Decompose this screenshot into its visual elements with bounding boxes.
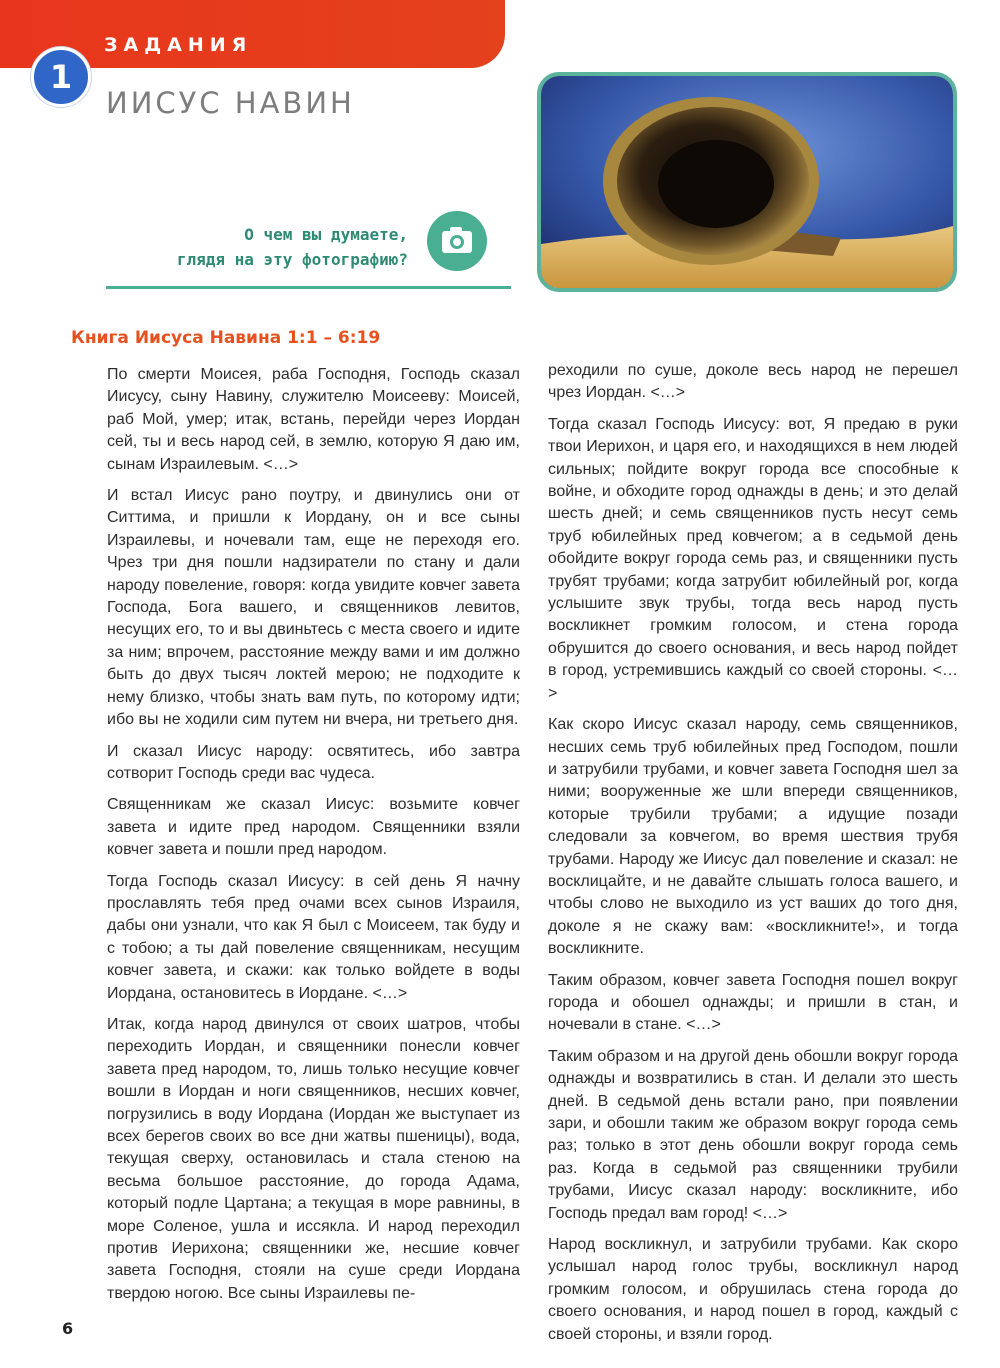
scripture-reference: Книга Иисуса Навина 1:1 – 6:19 (71, 328, 381, 348)
section-label: ЗАДАНИЯ (104, 34, 253, 56)
photo-question-line2: глядя на эту фотографию? (176, 250, 408, 269)
paragraph: Итак, когда народ двинулся от своих шатров, чтобы переходить Иордан, и священники понесли ковчег завета пред народом, то, лишь только несущие ковчег вошли в Иордан и ноги священников, несших ковчег, погрузились в воду Иордана (Иордан же выступает из всех берегов своих во все дни жатвы пшеницы), вода, текущая сверху, остановилась и стала стеною на весьма большое расстояние, до города Адама, который подле Цартана; а текущая в море равнины, в море Соленое, ушла и иссякла. И народ переходил против Иерихона; священники же, несшие ковчег завета Господня, стояли на суше среди Иордана твердою ногою. Все сыны Израилевы пе- (107, 1015, 520, 1302)
paragraph: Священникам же сказал Иисус: возьмите ковчег завета и идите пред народом. Священники взяли ковчег завета и пошли пред народом. (107, 796, 520, 859)
paragraph: Тогда сказал Господь Иисусу: вот, Я предаю в руки твои Иерихон, и царя его, и находящихся в нем людей сильных; пойдите вокруг города все способные к войне, и обходите город однажды в день; и это делай шесть дней; и семь священников пусть несут семь труб юбилейных пред ковчегом; а в седьмой день обойдите вокруг города семь раз, и священники пусть трубят трубами; когда затрубит юбилейный рог, когда услышите звук трубы, тогда весь народ пусть воскликнет громким голосом, и стена города обрушится до своего основания, и весь народ пойдет в город, устремившись каждый со своей стороны. <…> (548, 415, 958, 702)
paragraph: реходили по суше, доколе весь народ не перешел чрез Иордан. <…> (548, 362, 958, 402)
paragraph: Тогда Господь сказал Иисусу: в сей день Я начну прославлять тебя пред очами всех сынов Израиля, дабы они узнали, что как Я был с Моисеем, так буду и с тобою; а ты дай повеление священникам, несущим ковчег завета, и скажи: как только войдете в воды Иордана, остановитесь в Иордане. <…> (107, 872, 520, 1002)
photo-question (150, 222, 408, 272)
camera-icon (427, 211, 487, 271)
paragraph: Таким образом, ковчег завета Господня пошел вокруг города и обошел однажды; и пришли в стан, и ночевали в стане. <…> (548, 971, 958, 1034)
photo-question-line1: О чем вы думаете, (244, 225, 408, 244)
horn-illustration (541, 76, 953, 288)
lesson-number-badge: 1 (31, 47, 91, 107)
page-number: 6 (62, 1319, 74, 1338)
paragraph: И встал Иисус рано поутру, и двинулись они от Ситтима, и пришли к Иордану, он и все сыны Израилевы, и ночевали там, еще не переходя его. Чрез три дня пошли надзиратели по стану и дали народу повеление, говоря: когда увидите ковчег завета Господа, Бога вашего, и священников левитов, несущих его, то и вы двиньтесь с места своего и идите за ним; впрочем, расстояние между вами и им должно быть до двух тысяч локтей мерою; не подходите к нему близко, чтобы знать вам путь, по которому идти; ибо вы не ходили сим путем ни вчера, ни третьего дня. (107, 487, 520, 729)
paragraph: Таким образом и на другой день обошли вокруг города однажды и возвратились в стан. И делали это шесть дней. В седьмой день встали рано, при появлении зари, и обошли таким же образом вокруг города семь раз; только в этот день обошли вокруг города семь раз. Когда в седьмой раз священники трубили трубами, Иисус сказал народу: воскликните, ибо Господь предал вам город! <…> (548, 1047, 958, 1222)
paragraph: И сказал Иисус народу: освятитесь, ибо завтра сотворит Господь среди вас чудеса. (107, 742, 520, 782)
horn-photo (537, 72, 957, 292)
text-column-left (107, 364, 520, 1314)
text-column-right (548, 360, 958, 1355)
paragraph: По смерти Моисея, раба Господня, Господь сказал Иисусу, сыну Навину, служителю Моисееву: Моисей, раб Мой, умер; итак, встань, перейди через Иордан сей, ты и весь народ сей, в землю, которую Я даю им, сынам Израилевым. <…> (107, 366, 520, 473)
paragraph: Как скоро Иисус сказал народу, семь священников, несших семь труб юбилейных пред Господом, пошли и затрубили трубами, и ковчег завета Господня шел за ними; вооруженные же шли впереди священников, которые трубили трубами; а идущие позади следовали за ковчегом, во время шествия трубя трубами. Народу же Иисус дал повеление и сказал: не восклицайте, и не давайте слышать голоса вашего, и чтобы слово не выходило из уст ваших до того дня, доколе я не скажу вам: «воскликните!», и тогда воскликните. (548, 716, 958, 958)
paragraph: Народ воскликнул, и затрубили трубами. Как скоро услышал народ голос трубы, воскликнул народ громким голосом, и обрушилась стена города до своего основания, и народ пошел в город, каждый с своей стороны, и взяли город. (548, 1236, 958, 1343)
divider (106, 286, 511, 289)
page-title: ИИСУС НАВИН (106, 86, 355, 120)
